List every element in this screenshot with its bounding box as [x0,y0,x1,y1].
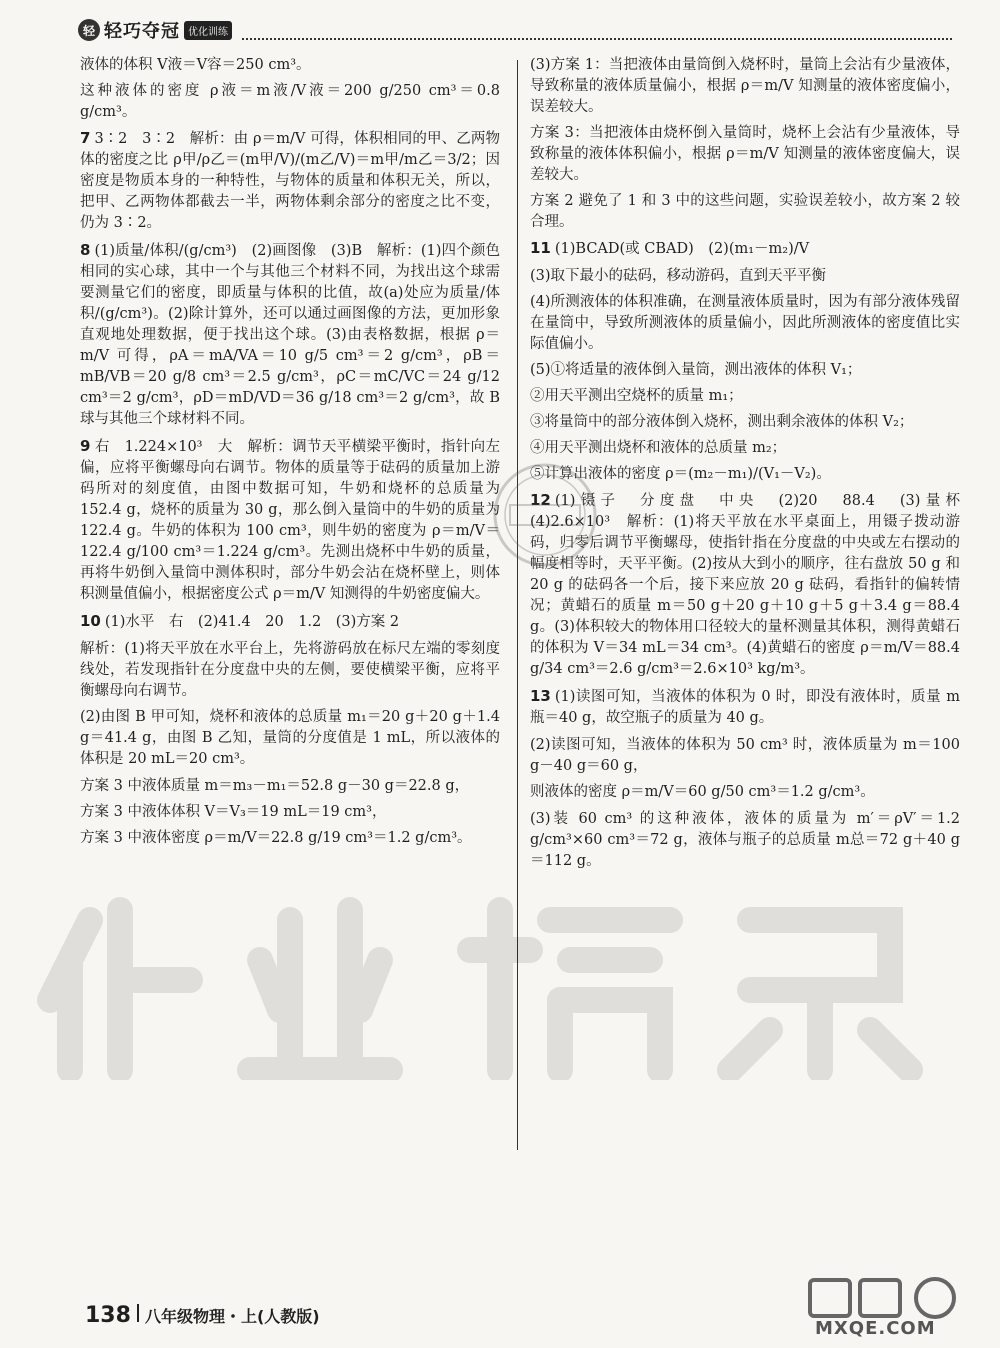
answer-text: 这种液体的密度 ρ液＝m液/V液＝200 g/250 cm³＝0.8 g/cm³。 [80,83,500,121]
answer-text: (1)质量/体积/(g/cm³) (2)画图像 (3)B 解析：(1)四个颜色相同的实心球，其中一个与其他三个材料不同，为找出这个球需要测量它们的密度，即质量与体积的比值，故(a)处应为质量/体积/(g/cm³)。(2)除计算外，还可以通过画图像的方法，更加形象直观地处理数据，便于找出这个球。(3)由表格数据，根据 ρ＝m/V 可得，ρA＝mA/VA＝10 g/5 cm³＝2 g/cm³，ρB＝mB/VB＝20 g/8 cm³＝2.5 g/cm³，ρC＝mC/VC＝24 g/12 cm³＝2 g/cm³，ρD＝mD/VD＝36 g/18 cm³＝2 g/cm³，故 B 球与其他三个球材料不同。 [80,243,500,428]
page-header [72,10,952,48]
answer-item [80,240,500,430]
answer-paragraph [530,266,960,287]
brand-name: 轻巧夺冠 [104,21,180,42]
answer-text: (3)方案 1：当把液体由量筒倒入烧杯时，量筒上会沾有少量液体，导致称量的液体质量偏小，根据 ρ＝m/V 知测量的液体密度偏小，误差较大。 [530,57,960,116]
answer-paragraph [530,412,960,433]
answer-text: 方案 3 中液体密度 ρ＝m/V＝22.8 g/19 cm³＝1.2 g/cm³。 [80,829,472,846]
answer-paragraph [530,782,960,803]
answer-text: (3)取下最小的砝码，移动游码，直到天平平衡 [530,268,827,285]
answer-text: ⑤计算出液体的密度 ρ＝(m₂－m₁)/(V₁－V₂)。 [530,466,831,483]
answer-text: (1)读图可知，当液体的体积为 0 时，即没有液体时，质量 m瓶＝40 g，故空瓶子的质量为 40 g。 [530,689,960,727]
answer-text: 方案 3 中液体质量 m＝m₃－m₁＝52.8 g－30 g＝22.8 g， [80,777,470,794]
page-number: 138 [85,1303,131,1328]
answer-text: 3∶2 3∶2 解析：由 ρ＝m/V 可得，体积相同的甲、乙两物体的密度之比 ρ甲/ρ乙＝(m甲/V)/(m乙/V)＝m甲/m乙＝3/2；因密度是物质本身的一种特性，与物体的质量和体积无关，所以，把甲、乙两物体都截去一半，两物体剩余部分的密度之比不变，仍为 3∶2。 [80,131,500,232]
answer-text: (3)装 60 cm³ 的这种液体，液体的质量为 m′＝ρV′＝1.2 g/cm³×60 cm³＝72 g，液体与瓶子的总质量 m总＝72 g＋40 g＝112 g。 [530,810,960,869]
answer-paragraph [530,55,960,118]
answer-paragraph [80,707,500,770]
answer-text: 方案 3：当把液体由烧杯倒入量筒时，烧杯上会沾有少量液体，导致称量的液体体积偏小，根据 ρ＝m/V 知测量的液体密度偏大，误差较大。 [530,125,960,184]
answer-paragraph [530,191,960,233]
answer-text: 方案 2 避免了 1 和 3 中的这些问题，实验误差较小，故方案 2 较合理。 [530,193,960,231]
answer-text: 则液体的密度 ρ＝m/V＝60 g/50 cm³＝1.2 g/cm³。 [530,784,875,801]
answer-paragraph [530,735,960,777]
book-title: 八年级物理・上(人教版) [144,1307,320,1326]
inspection-stamp [490,460,600,570]
answer-paragraph [80,802,500,823]
answer-text: ②用天平测出空烧杯的质量 m₁； [530,388,743,405]
answer-text: 右 1.224×10³ 大 解析：调节天平横梁平衡时，指针向左偏，应将平衡螺母向右调节。物体的质量等于砝码的质量加上游码所对的刻度值，由图中数据可知，牛奶和烧杯的总质量为 152.4 g，烧杯的质量为 30 g，那么倒入量筒中的牛奶的质量为 122.4 g。牛奶的体积为 100 cm³，则牛奶的密度为 ρ＝m/V＝122.4 g/100 cm³＝1.224 g/cm³。先测出烧杯中牛奶的质量，再将牛奶倒入量筒中测体积时，部分牛奶会沾在烧杯壁上，则体积测量值偏小，根据密度公式 ρ＝m/V 知测得的牛奶密度偏大。 [80,439,500,603]
question-number: 12 [530,491,551,510]
answer-text: (1)水平 右 (2)41.4 20 1.2 (3)方案 2 [104,614,400,631]
answer-paragraph [80,776,500,797]
answer-item [530,238,960,260]
brand-tag: 优化训练 [184,21,232,40]
answer-text: 解析：(1)将天平放在水平台上，先将游码放在标尺左端的零刻度线处，若发现指针在分度盘中央的左侧，要使横梁平衡，应将平衡螺母向右调节。 [80,641,500,700]
question-number: 13 [530,687,551,706]
corner-watermark-url: MXQE.COM [815,1318,936,1339]
background-watermark [30,880,930,1080]
question-number: 8 [80,241,91,260]
answer-text: (2)读图可知，当液体的体积为 50 cm³ 时，液体质量为 m＝100 g－40 g＝60 g， [530,737,960,775]
answer-text: 液体的体积 V液＝V容＝250 cm³。 [80,57,311,73]
brand-mark-icon: 轻 [78,19,100,41]
answer-paragraph [530,386,960,407]
answer-text: ③将量筒中的部分液体倒入烧杯，测出剩余液体的体积 V₂； [530,414,914,431]
header-dotted-rule [242,38,952,40]
answer-text: (2)由图 B 甲可知，烧杯和液体的总质量 m₁＝20 g＋20 g＋1.4 g＝41.4 g，由图 B 乙知，量筒的分度值是 1 mL，所以液体的体积是 20 mL＝20 cm³。 [80,709,500,768]
answer-text: (1)镊子 分度盘 中央 (2)20 88.4 (3)量杯 (4)2.6×10³ 解析：(1)将天平放在水平桌面上，用镊子拨动游码，归零后调节平衡螺母，使指针指在分度盘的中央或左右摆动的幅度相等时，天平平衡。(2)按从大到小的顺序，往右盘放 50 g 和 20 g 的砝码各一个后，接下来应放 20 g 砝码，看指针的偏转情况；黄蜡石的质量 m＝50 g＋20 g＋10 g＋5 g＋3.4 g＝88.4 g。(3)体积较大的物体用口径较大的量杯测量其体积，测得黄蜡石的体积为 V＝34 mL＝34 cm³。(4)黄蜡石的密度 ρ＝m/V＝88.4 g/34 cm³＝2.6 g/cm³＝2.6×10³ kg/m³。 [530,493,975,678]
brand-logo [72,16,238,44]
answer-text: (5)①将适量的液体倒入量筒，测出液体的体积 V₁； [530,362,862,379]
question-number: 7 [80,129,91,148]
answer-paragraph [530,123,960,186]
answer-text: ④用天平测出烧杯和液体的总质量 m₂； [530,440,787,457]
answer-paragraph [80,828,500,849]
answer-paragraph [80,55,500,76]
answer-text: (1)BCAD(或 CBAD) (2)(m₁－m₂)/V [554,241,810,258]
answer-text: (4)所测液体的体积准确，在测量液体质量时，因为有部分液体残留在量筒中，导致所测液体的质量偏小，因此所测液体的密度值比实际值偏小。 [530,294,960,353]
answer-paragraph [530,809,960,872]
page-footer [85,1303,320,1328]
answer-item [80,611,500,633]
footer-separator [137,1304,139,1322]
question-number: 9 [80,437,91,456]
answer-text: 方案 3 中液体体积 V＝V₃＝19 mL＝19 cm³， [80,803,387,820]
answer-paragraph [80,639,500,702]
answer-item [80,128,500,234]
question-number: 10 [80,612,101,631]
answer-paragraph [80,81,500,123]
question-number: 11 [530,239,551,258]
answer-paragraph [530,438,960,459]
answer-item [80,436,500,605]
left-column [80,55,500,854]
answer-paragraph [530,292,960,355]
answer-paragraph [530,360,960,381]
answer-item [530,686,960,729]
